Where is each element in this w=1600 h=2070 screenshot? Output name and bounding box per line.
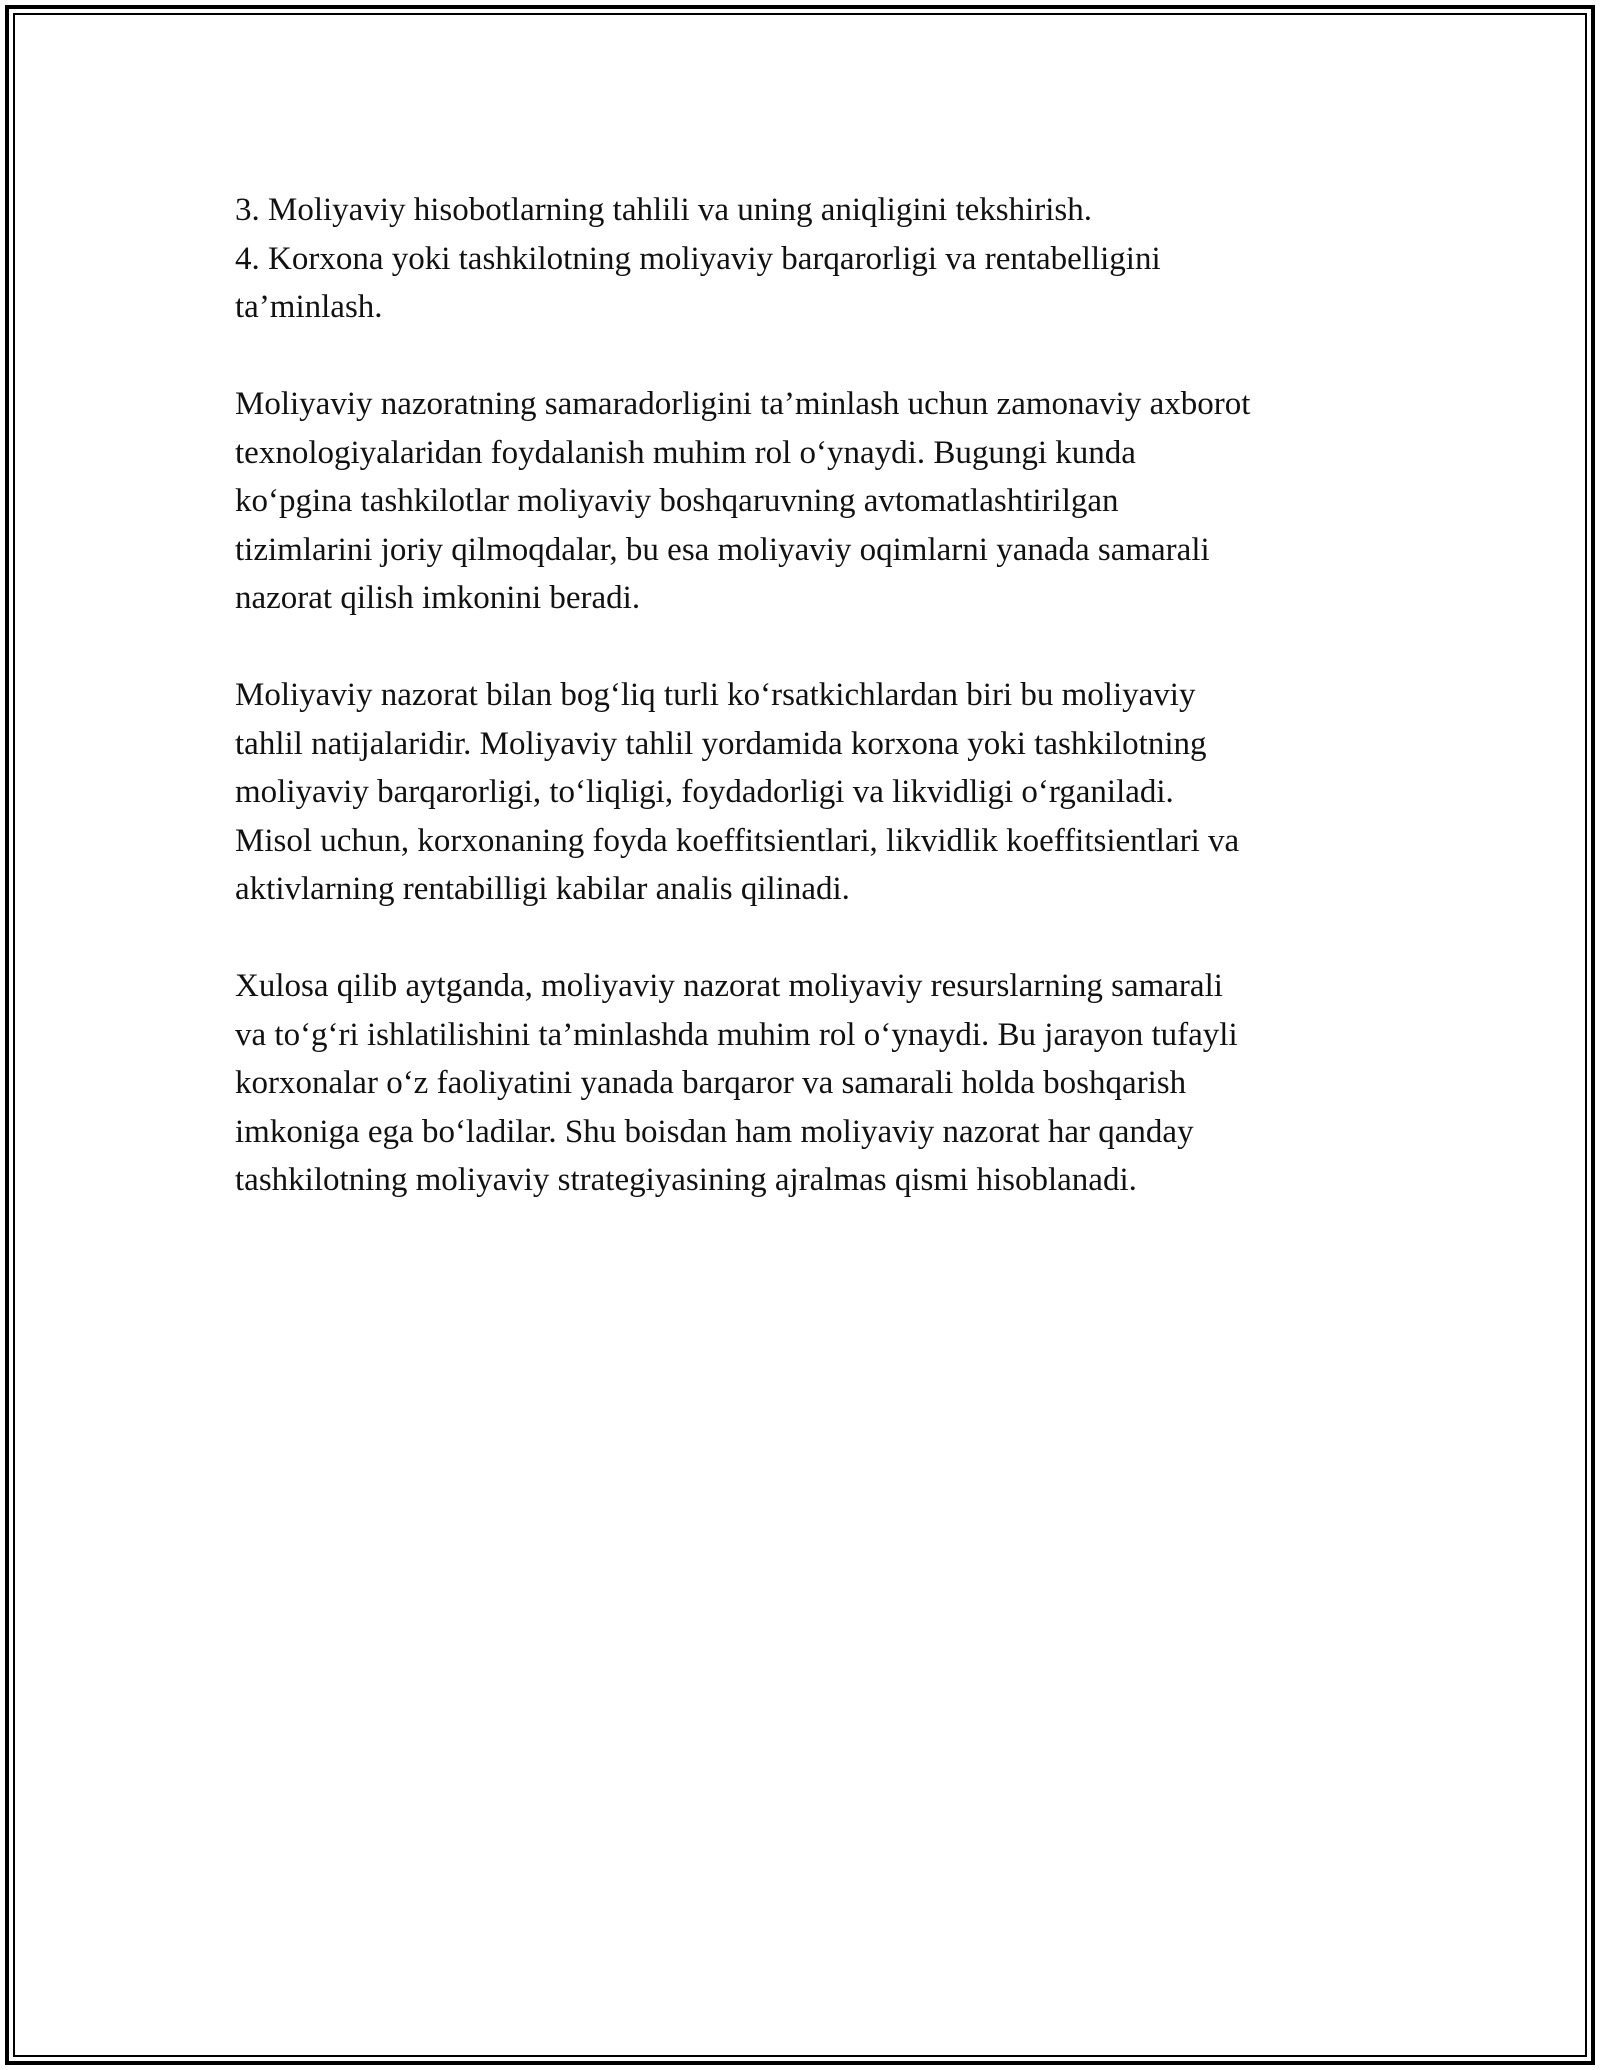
- text-line: Moliyaviy nazorat bilan bog‘liq turli ko‘rsatkichlardan biri bu moliyaviy: [235, 677, 1196, 713]
- document-body: [235, 186, 1385, 1205]
- text-line: tahlil natijalaridir. Moliyaviy tahlil yordamida korxona yoki tashkilotning: [235, 725, 1207, 762]
- text-line: tashkilotning moliyaviy strategiyasining ajralmas qismi hisoblanadi.: [235, 1162, 1137, 1198]
- text-line: tizimlarini joriy qilmoqdalar, bu esa moliyaviy oqimlarni yanada samarali: [235, 531, 1210, 568]
- text-line: Moliyaviy nazoratning samaradorligini ta’minlash uchun zamonaviy axborot: [235, 386, 1251, 422]
- text-line: ko‘pgina tashkilotlar moliyaviy boshqaruvning avtomatlashtirilgan: [235, 483, 1119, 519]
- text-line: aktivlarning rentabilligi kabilar analis qilinadi.: [235, 871, 850, 907]
- list-item-3: [235, 186, 1385, 235]
- paragraph-gap: [235, 623, 1385, 672]
- text-line: ta’minlash.: [235, 289, 383, 325]
- paragraph-gap: [235, 914, 1385, 963]
- paragraph-gap: [235, 332, 1385, 381]
- paragraph-information-technology: [235, 380, 1385, 623]
- paragraph-conclusion: [235, 962, 1385, 1205]
- text-line: 4. Korxona yoki tashkilotning moliyaviy barqarorligi va rentabelligini: [235, 240, 1161, 277]
- text-line: moliyaviy barqarorligi, to‘liqligi, foydadorligi va likvidligi o‘rganiladi.: [235, 774, 1174, 810]
- text-line: imkoniga ega bo‘ladilar. Shu boisdan ham moliyaviy nazorat har qanday: [235, 1113, 1194, 1150]
- text-line: va to‘g‘ri ishlatilishini ta’minlashda muhim rol o‘ynaydi. Bu jarayon tufayli: [235, 1016, 1238, 1053]
- text-line: texnologiyalaridan foydalanish muhim rol o‘ynaydi. Bugungi kunda: [235, 434, 1136, 471]
- paragraph-financial-analysis: [235, 671, 1385, 914]
- list-item-4: [235, 235, 1385, 332]
- text-line: korxonalar o‘z faoliyatini yanada barqaror va samarali holda boshqarish: [235, 1065, 1187, 1101]
- text-line: nazorat qilish imkonini beradi.: [235, 580, 641, 616]
- text-line: 3. Moliyaviy hisobotlarning tahlili va uning aniqligini tekshirish.: [235, 192, 1093, 228]
- text-line: Misol uchun, korxonaning foyda koeffitsientlari, likvidlik koeffitsientlari va: [235, 822, 1240, 859]
- text-line: Xulosa qilib aytganda, moliyaviy nazorat moliyaviy resurslarning samarali: [235, 968, 1223, 1004]
